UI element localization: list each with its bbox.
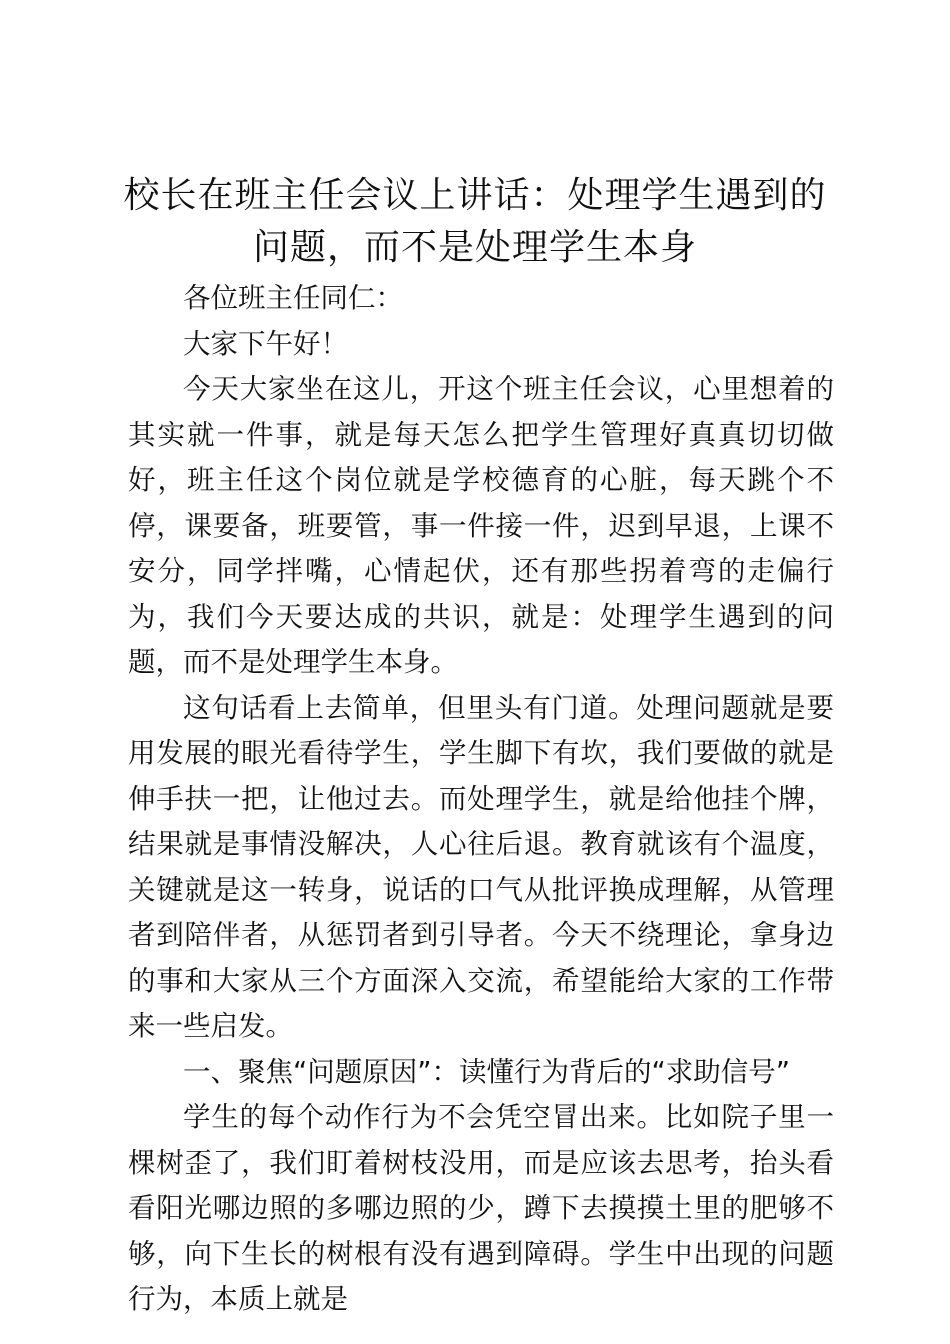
greeting-paragraph: 大家下午好！ <box>183 327 348 360</box>
document-body <box>128 276 834 1323</box>
section-heading: 一、聚焦“问题原因”：读懂行为背后的“求助信号” <box>183 1055 790 1088</box>
body-paragraph: 今天大家坐在这儿，开这个班主任会议，心里想着的其实就一件事，就是每天怎么把学生管理好真真切切做好，班主任这个岗位就是学校德育的心脏，每天跳个不停，课要备，班要管，事一件接一件，迟到早退，上课不安分，同学拌嘴，心情起伏，还有那些拐着弯的走偏行为，我们今天要达成的共识，就是：处理学生遇到的问题，而不是处理学生本身。 <box>128 373 834 678</box>
body-paragraph: 学生的每个动作行为不会凭空冒出来。比如院子里一棵树歪了，我们盯着树枝没用，而是应该去思考，抬头看看阳光哪边照的多哪边照的少，蹲下去摸摸土里的肥够不够，向下生长的树根有没有遇到障碍。学生中出现的问题行为，本质上就是 <box>128 1101 834 1315</box>
document-title: 校长在班主任会议上讲话：处理学生遇到的问题，而不是处理学生本身 <box>123 175 827 268</box>
body-paragraph: 这句话看上去简单，但里头有门道。处理问题就是要用发展的眼光看待学生，学生脚下有坎，我们要做的就是伸手扶一把，让他过去。而处理学生，就是给他挂个牌，结果就是事情没解决，人心往后退。教育就该有个温度，关键就是这一转身，说话的口气从批评换成理解，从管理者到陪伴者，从惩罚者到引导者。今天不绕理论，拿身边的事和大家从三个方面深入交流，希望能给大家的工作带来一些启发。 <box>128 691 834 1042</box>
salutation-paragraph: 各位班主任同仁： <box>183 282 403 314</box>
